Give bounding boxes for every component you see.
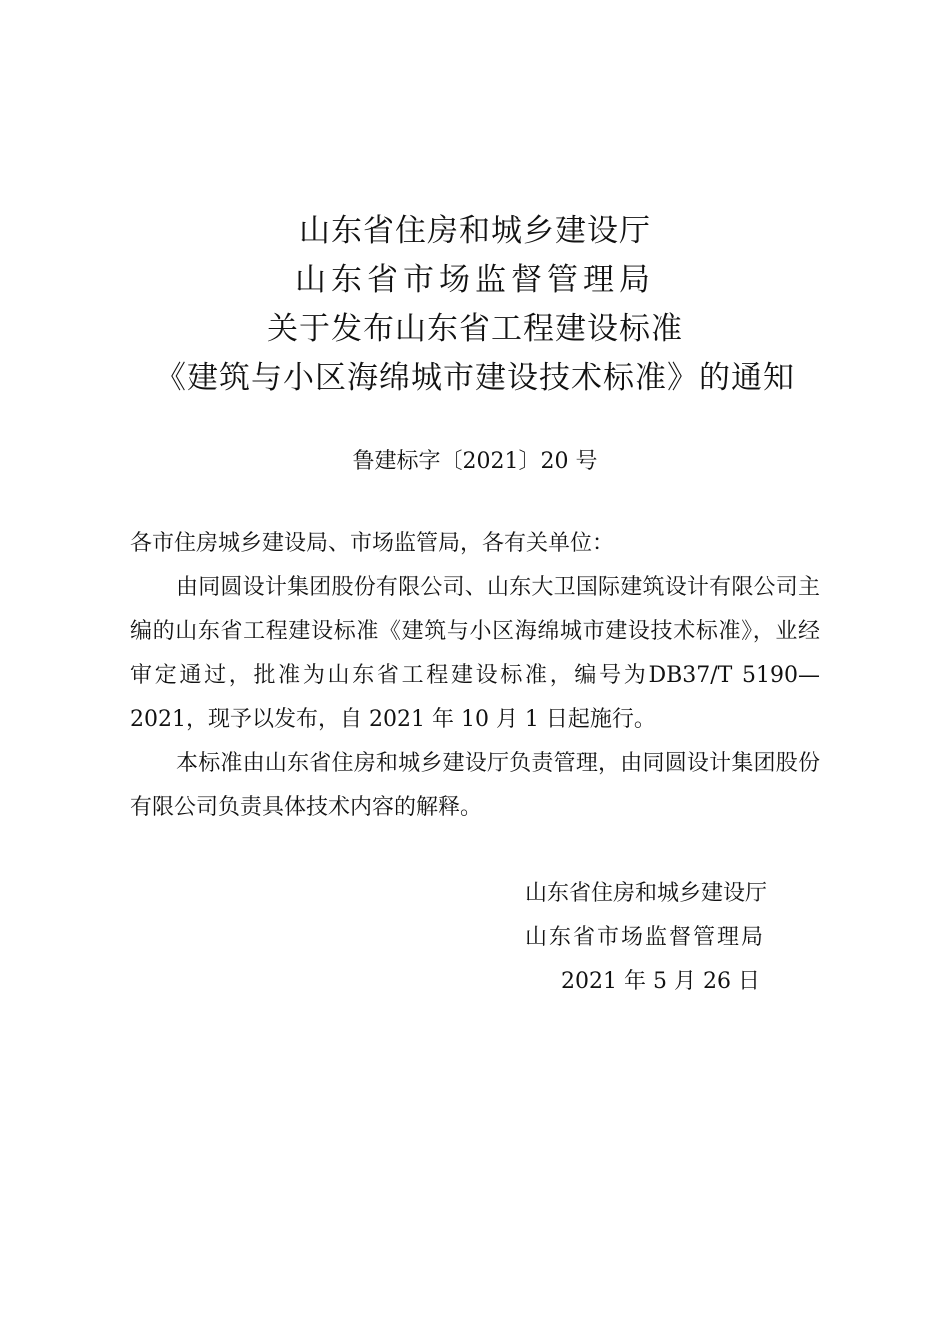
signature-block: [525, 872, 825, 1004]
addressee: 各市住房城乡建设局、市场监管局，各有关单位：: [130, 531, 615, 556]
title-subject: 关于发布山东省工程建设标准: [267, 311, 683, 347]
title-standard-name: 《建筑与小区海绵城市建设技术标准》的通知: [155, 360, 795, 396]
signature-date: 2021 年 5 月 26 日: [561, 969, 760, 994]
signature-org-market: 山东省市场监督管理局: [525, 925, 766, 950]
notice-title: [0, 207, 950, 403]
document-number: 鲁建标字〔2021〕20 号: [352, 449, 598, 474]
paragraph-release: 由同圆设计集团股份有限公司、山东大卫国际建筑设计有限公司主编的山东省工程建设标准《建筑与小区海绵城市建设技术标准》，业经审定通过，批准为山东省工程建设标准，编号为DB37/T 5190—2021，现予以发布，自 2021 年 10 月 1 日起施行。: [130, 575, 820, 732]
title-issuer-1: 山东省住房和城乡建设厅: [299, 213, 651, 249]
notice-body: [130, 522, 820, 830]
signature-org-housing: 山东省住房和城乡建设厅: [525, 881, 768, 906]
title-issuer-2: 山东省市场监督管理局: [295, 262, 655, 298]
paragraph-management: 本标准由山东省住房和城乡建设厅负责管理，由同圆设计集团股份有限公司负责具体技术内容的解释。: [130, 751, 820, 820]
